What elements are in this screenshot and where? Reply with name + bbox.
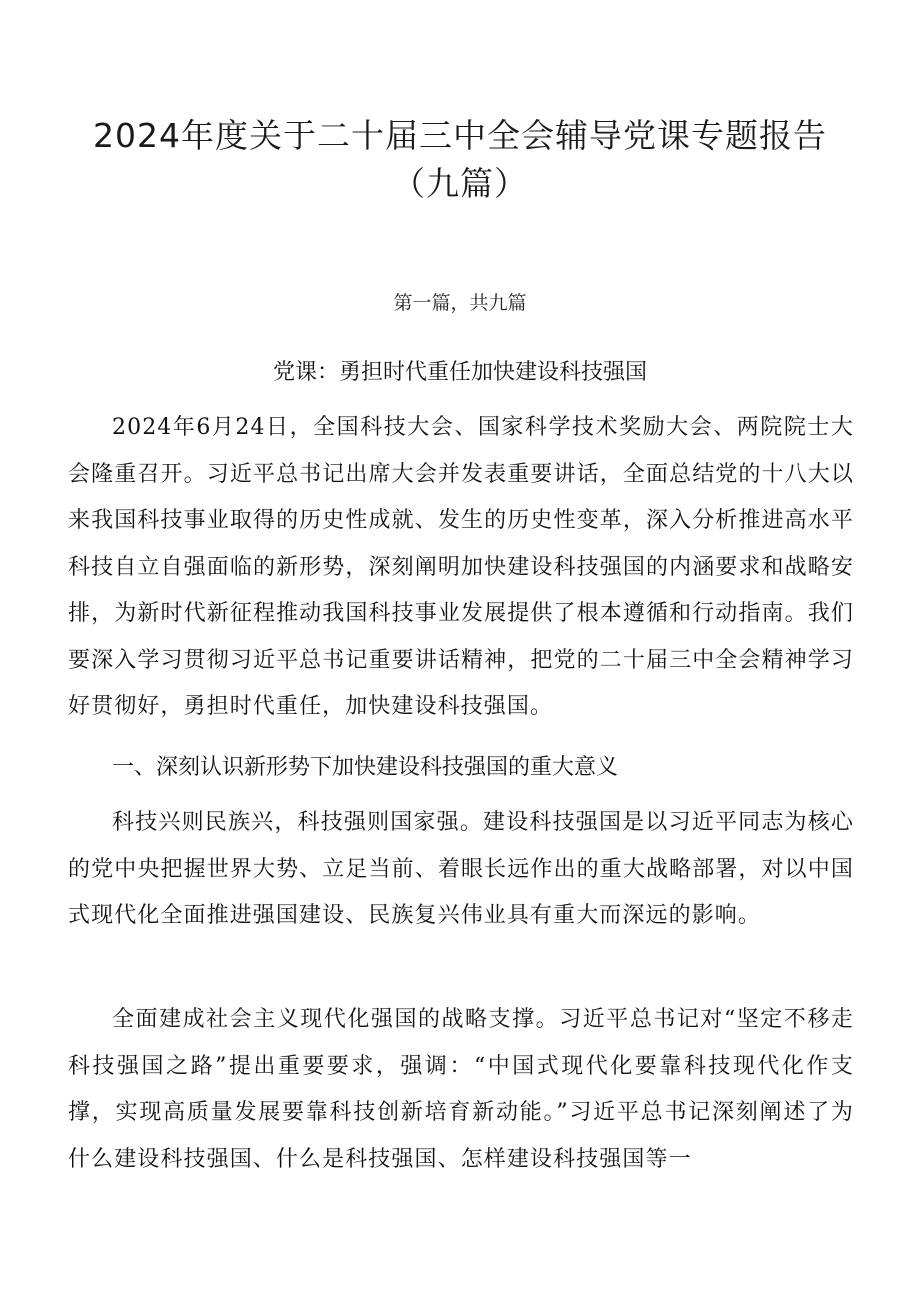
part-indicator: 第一篇，共九篇 [393,292,527,314]
document-title-line2: （九篇） [392,164,528,203]
paragraph-intro: 2024年6月24日，全国科技大会、国家科学技术奖励大会、两院院士大会隆重召开。习近平总书记出席大会并发表重要讲话，全面总结党的十八大以来我国科技事业取得的历史性成就、发生的历史性变革，深入分析推进高水平科技自立自强面临的新形势，深刻阐明加快建设科技强国的内涵要求和战略安排，为新时代新征程推动我国科技事业发展提供了根本遵循和行动指南。我们要深入学习贯彻习近平总书记重要讲话精神，把党的二十届三中全会精神学习好贯彻好，勇担时代重任，加快建设科技强国。 [68,415,854,719]
lesson-title: 党课：勇担时代重任加快建设科技强国 [272,360,647,385]
section-heading-1: 一、深刻认识新形势下加快建设科技强国的重大意义 [112,755,619,780]
paragraph-strategic-support: 全面建成社会主义现代化强国的战略支撑。习近平总书记对“坚定不移走科技强国之路”提出重要要求，强调：“中国式现代化要靠科技现代化作支撑，实现高质量发展要靠科技创新培育新动能。”习近平总书记深刻阐述了为什么建设科技强国、什么是科技强国、怎样建设科技强国等一 [68,1007,854,1172]
paragraph-section1: 科技兴则民族兴，科技强则国家强。建设科技强国是以习近平同志为核心的党中央把握世界大势、立足当前、着眼长远作出的重大战略部署，对以中国式现代化全面推进强国建设、民族复兴伟业具有重大而深远的影响。 [68,810,854,928]
document-title-line1: 2024年度关于二十届三中全会辅导党课专题报告 [93,116,827,155]
